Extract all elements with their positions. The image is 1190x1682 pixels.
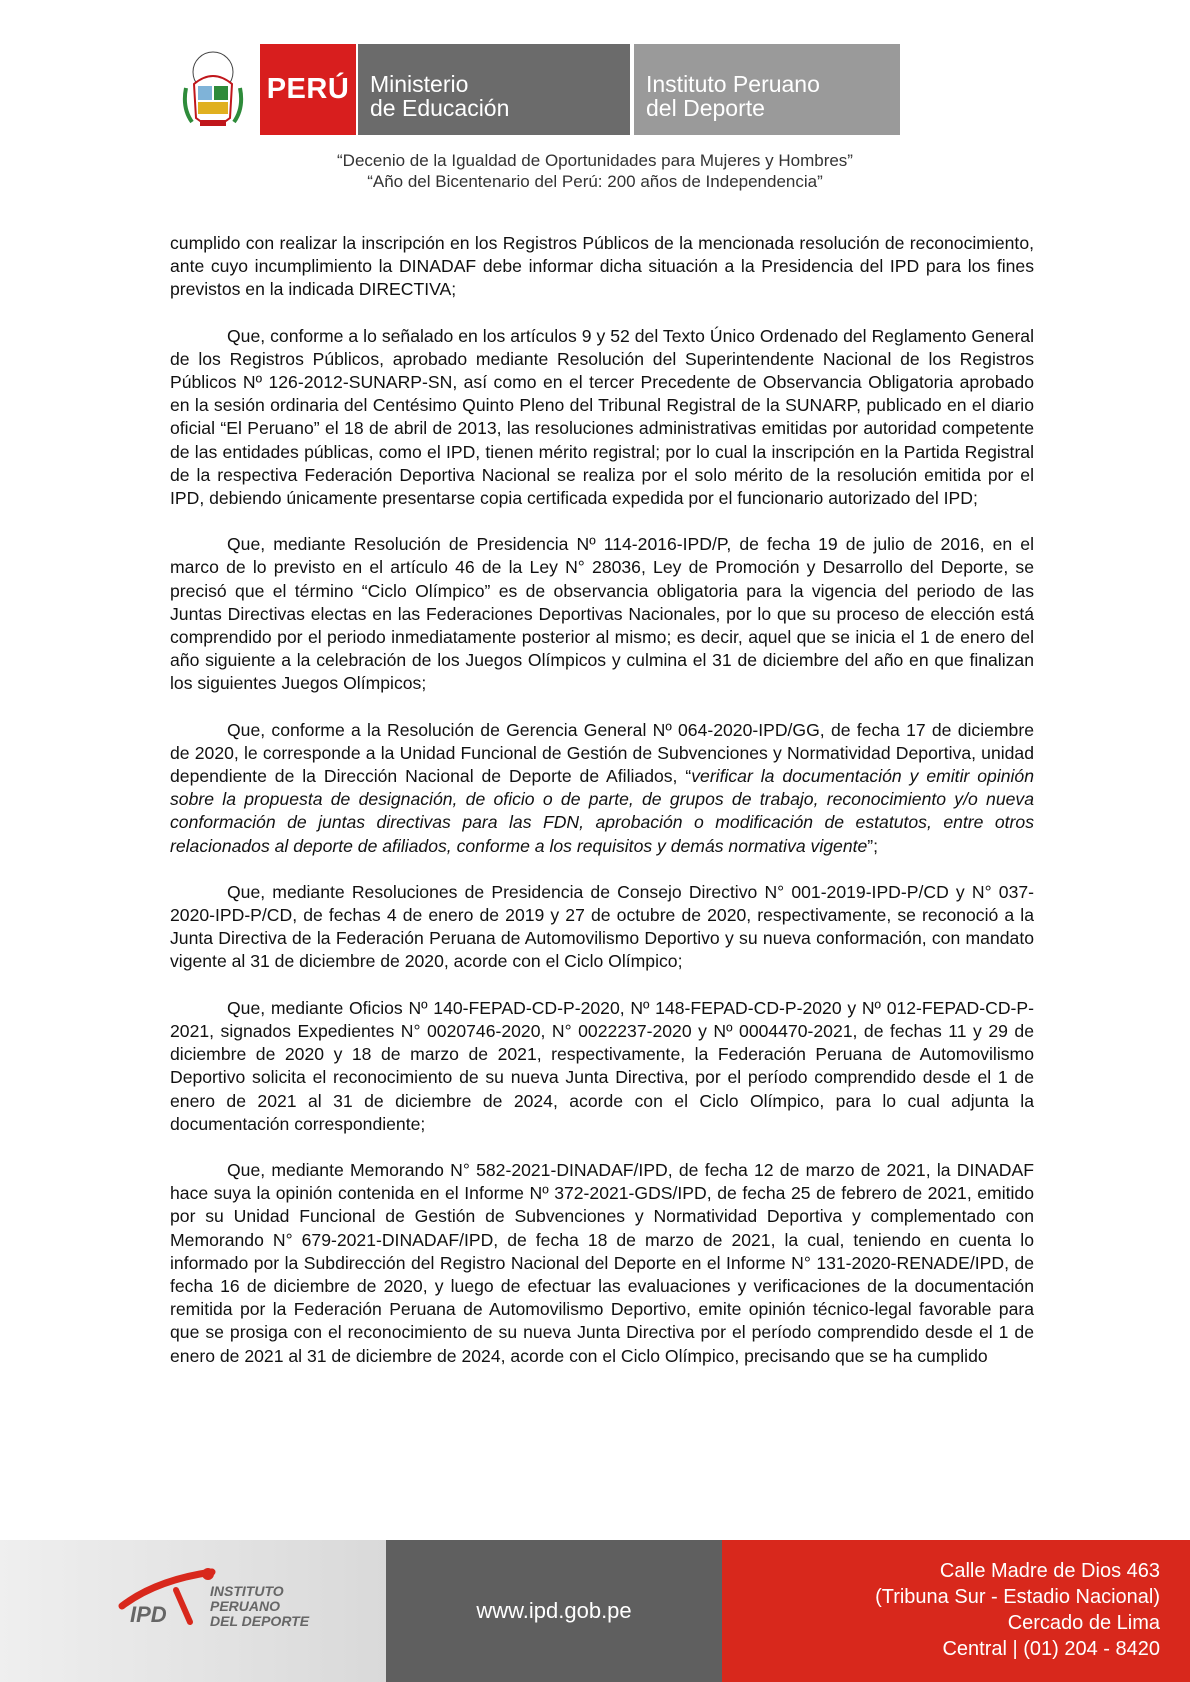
ministry-line-2: de Educación <box>370 95 510 121</box>
ipd-name-line-2: PERUANO <box>210 1598 281 1614</box>
paragraph-4-end: ”; <box>867 835 879 856</box>
ministry-line-1: Ministerio <box>370 71 469 97</box>
institute-label <box>634 44 900 135</box>
letterhead <box>180 44 900 136</box>
footer <box>0 1540 1190 1682</box>
institute-line-1: Instituto Peruano <box>646 71 820 97</box>
institute-line-2: del Deporte <box>646 95 765 121</box>
paragraph-2: Que, conforme a lo señalado en los artículos 9 y 52 del Texto Único Ordenado del Reglamento General de los Registros Públicos, aprobado mediante Resolución del Superintendente Nacional de los Registros Públicos Nº 126-2012-SUNARP-SN, así como en el tercer Precedente de Observancia Obligatoria aprobado en la sesión ordinaria del Centésimo Quinto Pleno del Tribunal Registral de la SUNARP, publicado en el diario oficial “El Peruano” el 18 de abril de 2013, las resoluciones administrativas emitidas por autoridad competente de las entidades públicas, como el IPD, tienen mérito registral; por lo cual la inscripción en la Partida Registral de la respectiva Federación Deportiva Nacional se realiza por el solo mérito de la resolución emitida por el IPD, debiendo únicamente presentarse copia certificada expedida por el funcionario autorizado del IPD; <box>170 325 1034 509</box>
ipd-name-line-3: DEL DEPORTE <box>210 1613 310 1629</box>
paragraph-1: cumplido con realizar la inscripción en los Registros Públicos de la mencionada resolución de reconocimiento, ante cuyo incumplimiento la DINADAF debe informar dicha situación a la Presidencia del IPD para los fines previstos en la indicada DIRECTIVA; <box>170 233 1034 300</box>
paragraph-7: Que, mediante Memorando N° 582-2021-DINADAF/IPD, de fecha 12 de marzo de 2021, la DINADAF hace suya la opinión contenida en el Informe Nº 372-2021-GDS/IPD, de fecha 25 de febrero de 2021, emitido por su Unidad Funcional de Gestión de Subvenciones y Normatividad Deportiva y complementado con Memorando N° 679-2021-DINADAF/IPD, de fecha 18 de marzo de 2021, la cual, teniendo en cuenta lo informado por la Subdirección del Registro Nacional del Deporte en el Informe N° 131-2020-RENADE/IPD, de fecha 16 de diciembre de 2020, y luego de efectuar las evaluaciones y verificaciones de la documentación remitida por la Federación Peruana de Automovilismo Deportivo, emite opinión técnico-legal favorable para que se prosiga con el reconocimiento de su nueva Junta Directiva por el período comprendido desde el 1 de enero de 2021 al 31 de diciembre de 2024, acorde con el Ciclo Olímpico, precisando que se ha cumplido <box>170 1159 1034 1366</box>
paragraph-5: Que, mediante Resoluciones de Presidencia de Consejo Directivo N° 001-2019-IPD-P/CD y N° 037-2020-IPD-P/CD, de fechas 4 de enero de 2019 y 27 de octubre de 2020, respectivamente, se reconoció a la Junta Directiva de la Federación Peruana de Automovilismo Deportivo y su nueva conformación, con mandato vigente al 31 de diciembre de 2020, acorde con el Ciclo Olímpico; <box>170 881 1034 972</box>
ipd-name <box>210 1584 309 1629</box>
year-mottos <box>0 150 1190 192</box>
ipd-abbr: IPD <box>130 1602 167 1627</box>
address-line-1: Calle Madre de Dios 463 <box>939 1560 1160 1582</box>
ministry-label <box>358 44 630 135</box>
resolution-body <box>170 232 1034 1391</box>
website-link[interactable]: www.ipd.gob.pe <box>386 1540 722 1682</box>
coat-of-arms-icon <box>180 48 246 132</box>
peru-label: PERÚ <box>260 44 356 135</box>
paragraph-6: Que, mediante Oficios Nº 140-FEPAD-CD-P-2020, Nº 148-FEPAD-CD-P-2020 y Nº 012-FEPAD-CD-P-2021, signados Expedientes N° 0020746-2020, N° 0022237-2020 y Nº 0004470-2021, de fechas 11 y 29 de diciembre de 2020 y 18 de marzo de 2021, respectivamente, la Federación Peruana de Automovilismo Deportivo solicita el reconocimiento de su nueva Junta Directiva, por el período comprendido desde el 1 de enero de 2021 al 31 de diciembre de 2024, acorde con el Ciclo Olímpico, para lo cual adjunta la documentación correspondiente; <box>170 997 1034 1134</box>
ipd-name-line-1: INSTITUTO <box>210 1583 284 1599</box>
paragraph-4-intro: Que, conforme a la Resolución de Gerencia General Nº 064-2020-IPD/GG, de fecha 17 de diciembre de 2020, le corresponde a la Unidad Funcional de Gestión de Subvenciones y Normatividad Deportiva, unidad dependiente de la Dirección Nacional de Deporte de Afiliados, “ <box>170 719 1034 787</box>
year-line: “Año del Bicentenario del Perú: 200 años de Independencia” <box>367 172 823 191</box>
decenio-line: “Decenio de la Igualdad de Oportunidades para Mujeres y Hombres” <box>337 151 853 170</box>
address-line-2: (Tribuna Sur - Estadio Nacional) <box>875 1586 1160 1608</box>
paragraph-4-quote: verificar la documentación y emitir opinión sobre la propuesta de designación, de oficio o de parte, de grupos de trabajo, reconocimiento y/o nueva conformación de juntas directivas para las FDN, aprobación o modificación de estatutos, entre otros relacionados al deporte de afiliados, conforme a los requisitos y demás normativa vigente <box>170 766 1034 856</box>
address-line-3: Cercado de Lima <box>1007 1612 1160 1634</box>
address-block <box>722 1540 1190 1682</box>
phone-line: Central | (01) 204 - 8420 <box>942 1638 1160 1660</box>
paragraph-4 <box>170 719 1034 858</box>
paragraph-3: Que, mediante Resolución de Presidencia Nº 114-2016-IPD/P, de fecha 19 de julio de 2016, en el marco de lo previsto en el artículo 46 de la Ley N° 28036, Ley de Promoción y Desarrollo del Deporte, se precisó que el término “Ciclo Olímpico” es de observancia obligatoria para la vigencia del periodo de las Juntas Directivas electas en las Federaciones Deportivas Nacionales, por lo que su proceso de elección está comprendido por el periodo inmediatamente posterior al mismo; es decir, aquel que se inicia el 1 de enero del año siguiente a la celebración de los Juegos Olímpicos y culmina el 31 de diciembre del año en que finalizan los siguientes Juegos Olímpicos; <box>170 534 1034 694</box>
footer-logo-area <box>0 1540 386 1682</box>
